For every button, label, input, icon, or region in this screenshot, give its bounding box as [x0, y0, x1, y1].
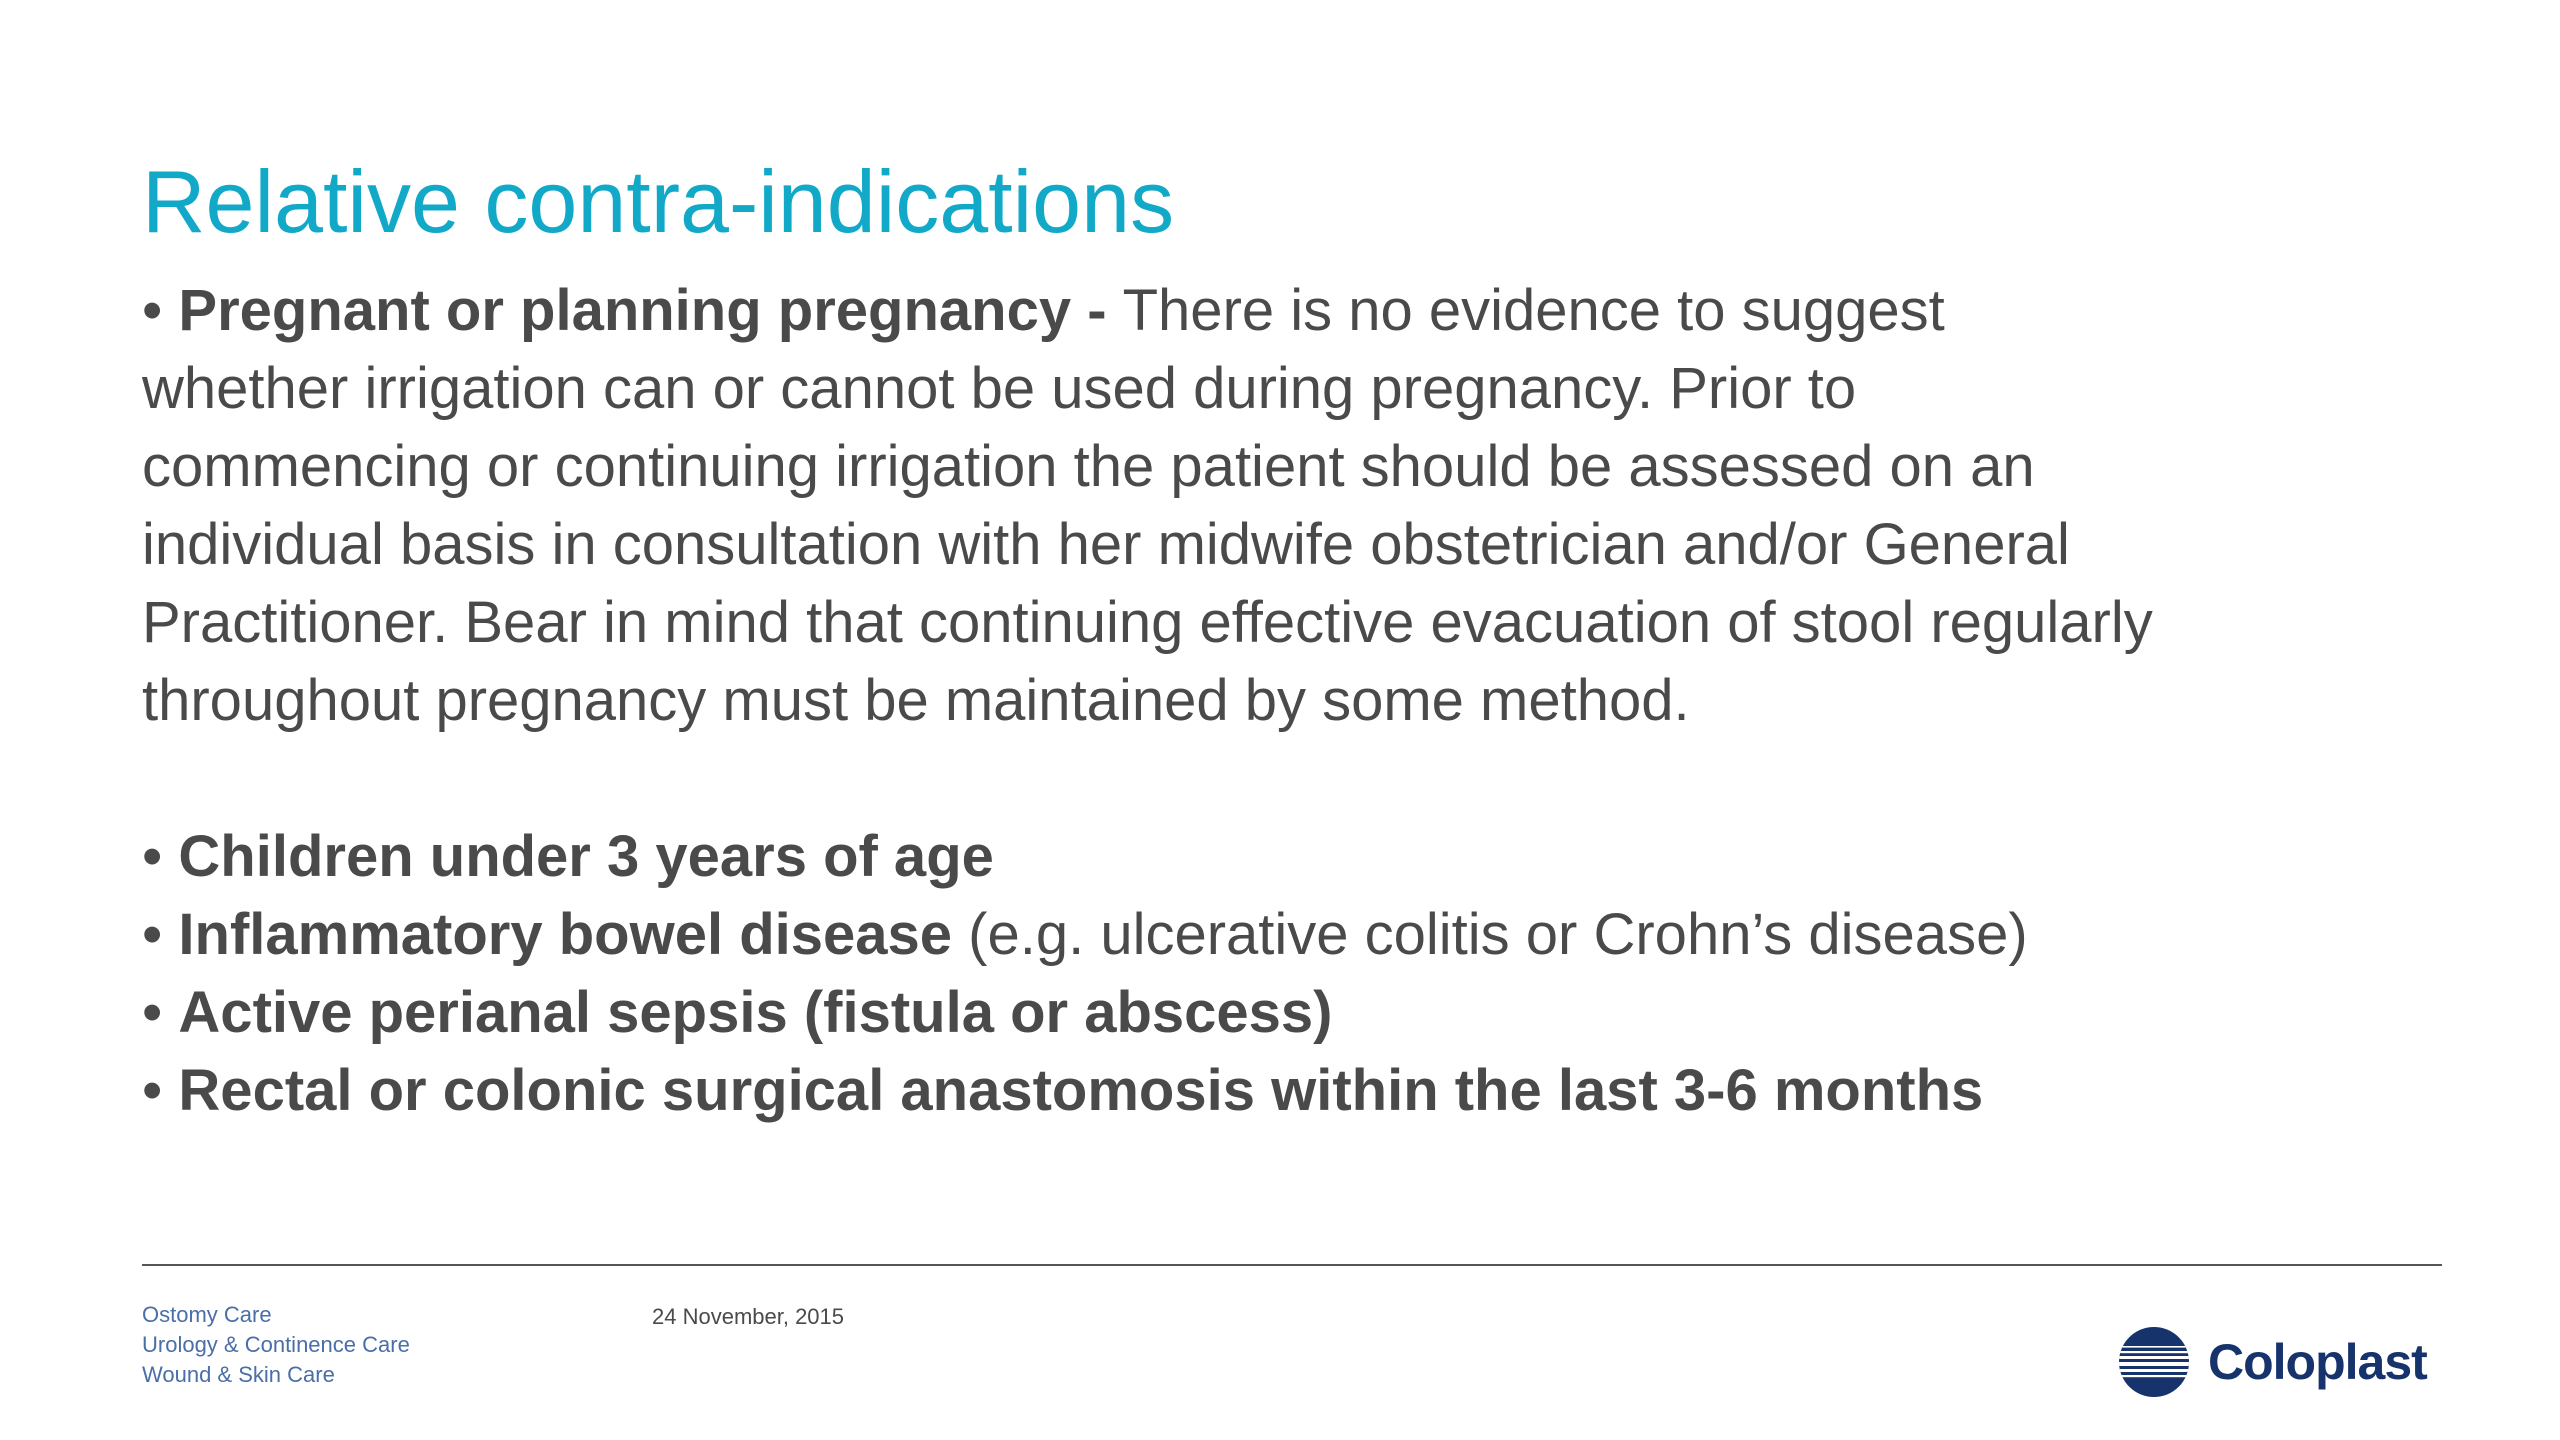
bullet-children — [142, 818, 2392, 896]
division-urology: Urology & Continence Care — [142, 1332, 410, 1357]
bullet-pregnancy-line: throughout pregnancy must be maintained by some method. — [142, 668, 1690, 733]
bullet-marker: • — [142, 980, 179, 1045]
bullet-marker: • — [142, 902, 179, 967]
footer-divider — [142, 1264, 2442, 1266]
bullet-marker: • — [142, 824, 179, 889]
brand-logo — [2118, 1322, 2427, 1402]
slide-title: Relative contra-indications — [142, 152, 1175, 251]
bullet-pregnancy-text: There is no evidence to suggest — [1122, 278, 1945, 343]
footer-date: 24 November, 2015 — [652, 1304, 845, 1329]
footer-divisions — [142, 1300, 410, 1390]
bullet-sepsis — [142, 974, 2392, 1052]
bullet-sepsis-heading: Active perianal sepsis (fistula or abscess) — [178, 980, 1333, 1045]
bullet-pregnancy-line: Practitioner. Bear in mind that continuing effective evacuation of stool regularly — [142, 590, 2153, 655]
bullet-marker: • — [142, 278, 179, 343]
bullet-anastomosis — [142, 1052, 2392, 1130]
bullet-anastomosis-heading: Rectal or colonic surgical anastomosis within the last 3-6 months — [178, 1058, 1984, 1123]
bullet-pregnancy-heading: Pregnant or planning pregnancy - — [178, 278, 1123, 343]
bullet-list — [142, 272, 2392, 1130]
coloplast-globe-logo-icon — [2118, 1326, 2190, 1398]
bullet-ibd — [142, 896, 2392, 974]
bullet-pregnancy-line: whether irrigation can or cannot be used during pregnancy. Prior to — [142, 356, 1857, 421]
bullet-ibd-heading: Inflammatory bowel disease — [178, 902, 953, 967]
bullet-children-heading: Children under 3 years of age — [178, 824, 994, 889]
brand-name: Coloplast — [2208, 1334, 2427, 1390]
spacer — [142, 740, 2392, 818]
bullet-pregnancy-line: commencing or continuing irrigation the patient should be assessed on an — [142, 434, 2035, 499]
bullet-marker: • — [142, 1058, 179, 1123]
bullet-pregnancy — [142, 272, 2392, 350]
bullet-ibd-text: (e.g. ulcerative colitis or Crohn’s disease) — [952, 902, 2028, 967]
division-wound: Wound & Skin Care — [142, 1362, 335, 1387]
bullet-pregnancy-line: individual basis in consultation with her midwife obstetrician and/or General — [142, 512, 2070, 577]
division-ostomy: Ostomy Care — [142, 1302, 272, 1327]
